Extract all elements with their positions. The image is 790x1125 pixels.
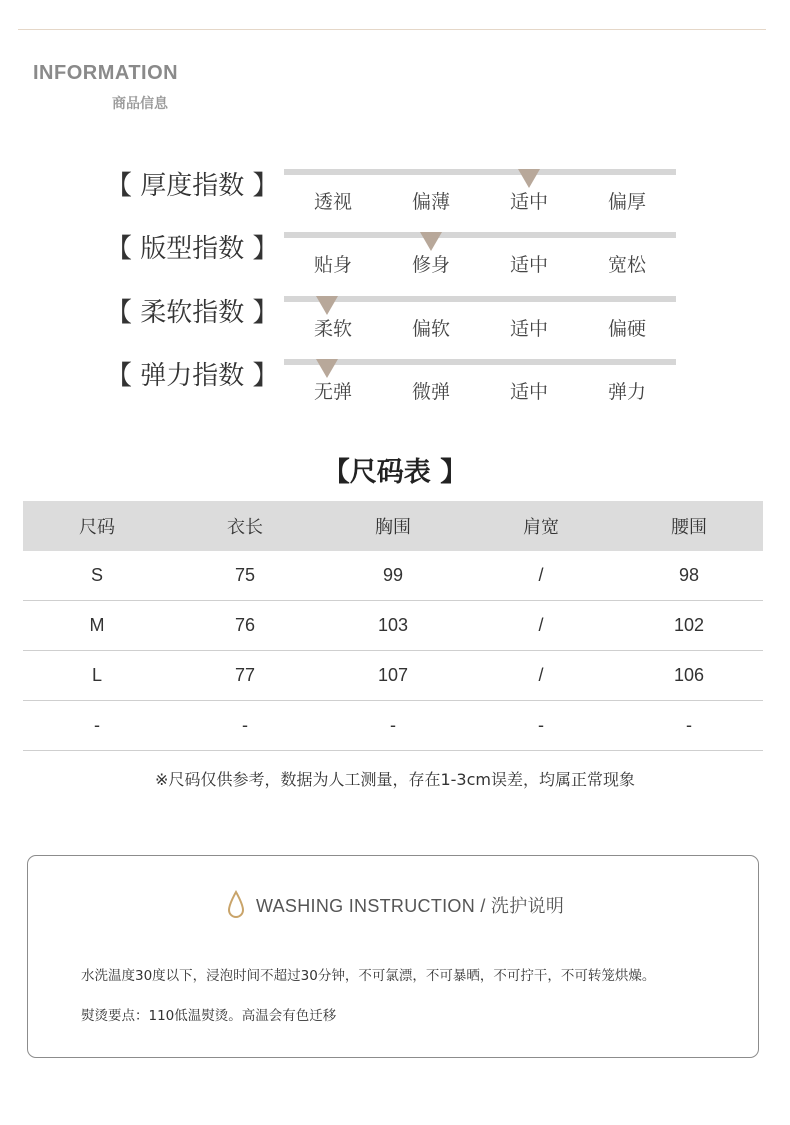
scale-option: 贴身: [313, 254, 352, 276]
scale-elasticity: [0, 357, 790, 417]
table-cell: 103: [319, 601, 467, 651]
table-cell: 106: [615, 651, 763, 701]
scale-marker-icon: [420, 232, 442, 251]
scale-option: 适中: [509, 318, 548, 340]
table-row: [23, 601, 763, 651]
washing-title: WASHING INSTRUCTION / 洗护说明: [256, 896, 565, 916]
scale-option: 偏软: [411, 318, 450, 340]
top-divider: [18, 29, 766, 30]
scale-label: 【 厚度指数 】: [106, 171, 279, 201]
scale-option: 柔软: [313, 318, 352, 340]
scale-option: 透视: [313, 191, 352, 213]
size-chart-title: 【尺码表 】: [322, 457, 468, 488]
scale-option: 适中: [509, 191, 548, 213]
scale-option: 适中: [509, 254, 548, 276]
table-cell: 77: [171, 651, 319, 701]
table-cell: L: [23, 651, 171, 701]
washing-instruction-box: [27, 855, 759, 1058]
column-header: 肩宽: [467, 501, 615, 551]
scale-option: 微弹: [411, 381, 450, 403]
scale-bar: [284, 359, 676, 365]
table-cell: -: [467, 701, 615, 751]
column-header: 胸围: [319, 501, 467, 551]
table-cell: S: [23, 551, 171, 601]
table-cell: -: [319, 701, 467, 751]
scale-option: 无弹: [313, 381, 352, 403]
scale-bar: [284, 232, 676, 238]
table-row: [23, 701, 763, 751]
scale-thickness: [0, 167, 790, 227]
table-cell: /: [467, 601, 615, 651]
size-table: [23, 501, 763, 751]
scale-option: 修身: [411, 254, 450, 276]
scale-option: 偏厚: [607, 191, 646, 213]
table-header-row: [23, 501, 763, 551]
scale-option: 弹力: [607, 381, 646, 403]
section-title-en: INFORMATION: [33, 62, 179, 84]
washing-line-2: 熨烫要点：110低温熨烫。高温会有色迁移: [81, 1008, 337, 1024]
water-drop-icon: [226, 890, 246, 920]
scale-bar: [284, 169, 676, 175]
table-row: [23, 651, 763, 701]
scale-label: 【 柔软指数 】: [106, 298, 279, 328]
scale-fit: [0, 230, 790, 290]
scale-marker-icon: [316, 359, 338, 378]
washing-header: [226, 890, 564, 920]
scale-marker-icon: [316, 296, 338, 315]
column-header: 衣长: [171, 501, 319, 551]
table-cell: /: [467, 651, 615, 701]
table-cell: 75: [171, 551, 319, 601]
table-cell: /: [467, 551, 615, 601]
table-cell: 99: [319, 551, 467, 601]
scale-bar: [284, 296, 676, 302]
table-cell: 76: [171, 601, 319, 651]
scale-label: 【 弹力指数 】: [106, 361, 279, 391]
scale-option: 偏薄: [411, 191, 450, 213]
scale-option: 宽松: [607, 254, 646, 276]
table-cell: 107: [319, 651, 467, 701]
scale-marker-icon: [518, 169, 540, 188]
scale-option: 偏硬: [607, 318, 646, 340]
scale-option: 适中: [509, 381, 548, 403]
table-cell: 102: [615, 601, 763, 651]
scale-label: 【 版型指数 】: [106, 234, 279, 264]
table-cell: -: [615, 701, 763, 751]
table-row: [23, 551, 763, 601]
section-title-cn: 商品信息: [112, 96, 168, 112]
table-cell: -: [23, 701, 171, 751]
table-cell: 98: [615, 551, 763, 601]
table-cell: -: [171, 701, 319, 751]
column-header: 腰围: [615, 501, 763, 551]
scale-softness: [0, 294, 790, 354]
table-cell: M: [23, 601, 171, 651]
size-note: ※尺码仅供参考，数据为人工测量，存在1-3cm误差，均属正常现象: [155, 770, 635, 789]
washing-line-1: 水洗温度30度以下，浸泡时间不超过30分钟，不可氯漂，不可暴晒，不可拧干，不可转笼烘燥。: [81, 968, 656, 984]
column-header: 尺码: [23, 501, 171, 551]
